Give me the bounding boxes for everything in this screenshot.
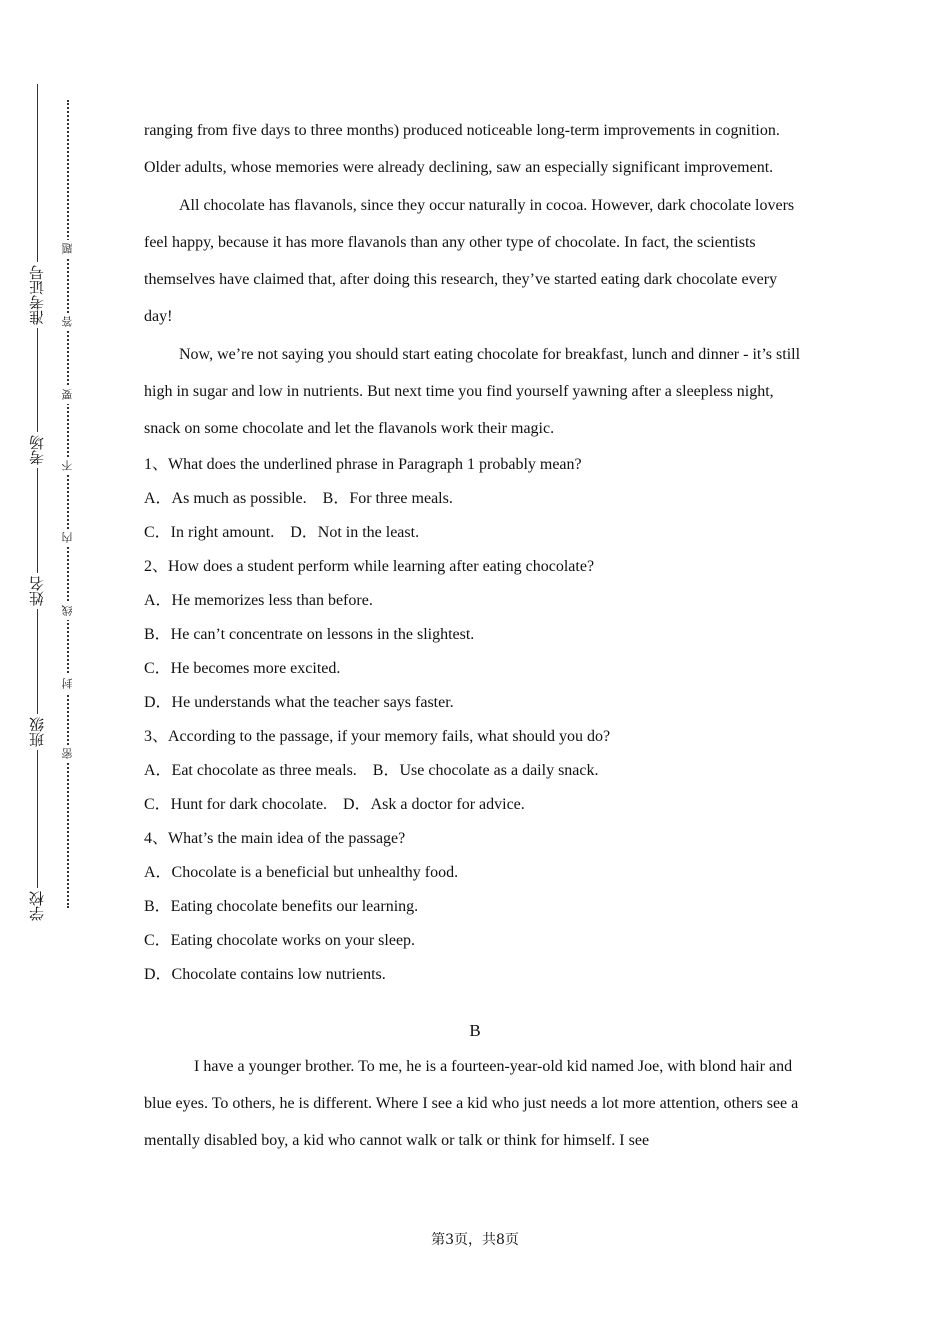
seal-line: [67, 100, 69, 908]
seal-char: 题: [60, 240, 76, 258]
passage-paragraph: Now, we’re not saying you should start eating chocolate for breakfast, lunch and dinner - it’s still high in sugar and low in nutrients. But next time you find yourself yawning after a sleepless night, snack on some chocolate and let the flavanols work their magic.: [144, 345, 801, 438]
option-line: A．Chocolate is a beneficial but unhealthy food.: [144, 863, 459, 881]
exam-id-label: 准考证号: [22, 262, 52, 328]
question-stem: 2、How does a student perform while learning after eating chocolate?: [144, 557, 595, 575]
seal-char: 封: [60, 675, 76, 693]
option-line: B．He can’t concentrate on lessons in the slightest.: [144, 625, 475, 643]
option-line: A．As much as possible. B．For three meals.: [144, 489, 453, 507]
seal-char: 不: [60, 457, 76, 475]
option-line: C．Eating chocolate works on your sleep.: [144, 931, 416, 949]
option-line: A．He memorizes less than before.: [144, 591, 373, 609]
passage-paragraph: I have a younger brother. To me, he is a fourteen-year-old kid named Joe, with blond hair and blue eyes. To others, he is different. Where I see a kid who just needs a lot more attention, others see a mentally disabled boy, a kid who cannot walk or talk or think for himself. I see: [144, 1057, 799, 1150]
option-line: A．Eat chocolate as three meals. B．Use chocolate as a daily snack.: [144, 761, 599, 779]
seal-char: 密: [60, 745, 76, 763]
question-2: [144, 550, 806, 720]
passage-paragraph: ranging from five days to three months) produced noticeable long-term improvements in cognition. Older adults, whose memories were already declining, saw an especially significant improvement.: [144, 122, 780, 177]
seal-char: 答: [60, 313, 76, 331]
option-line: C．He becomes more excited.: [144, 659, 341, 677]
question-3: [144, 720, 806, 822]
question-4: [144, 822, 806, 992]
question-stem: 3、According to the passage, if your memory fails, what should you do?: [144, 727, 611, 745]
option-line: D．Chocolate contains low nutrients.: [144, 965, 386, 983]
seal-char: 线: [60, 602, 76, 620]
option-line: C．In right amount. D．Not in the least.: [144, 523, 420, 541]
school-label: 学校: [22, 888, 52, 924]
option-line: C．Hunt for dark chocolate. D．Ask a doctor for advice.: [144, 795, 525, 813]
seal-char: 内: [60, 529, 76, 547]
passage-paragraph: All chocolate has flavanols, since they occur naturally in cocoa. However, dark chocolate lovers feel happy, because it has more flavanols than any other type of chocolate. In fact, the scientists themselves have claimed that, after doing this research, they’ve started eating dark chocolate every day!: [144, 196, 795, 326]
seal-char: 要: [60, 386, 76, 404]
page-number: 第3页，共8页: [431, 1232, 519, 1248]
page-content: [144, 112, 806, 1160]
option-line: B．Eating chocolate benefits our learning.: [144, 897, 419, 915]
binding-line: [37, 84, 38, 924]
section-title: B: [469, 1020, 481, 1040]
question-stem: 1、What does the underlined phrase in Paragraph 1 probably mean?: [144, 455, 582, 473]
exam-room-label: 考场: [22, 432, 52, 468]
name-label: 姓名: [22, 573, 52, 609]
question-1: [144, 448, 806, 550]
option-line: D．He understands what the teacher says faster.: [144, 693, 454, 711]
question-stem: 4、What’s the main idea of the passage?: [144, 829, 406, 847]
class-label: 班级: [22, 714, 52, 750]
